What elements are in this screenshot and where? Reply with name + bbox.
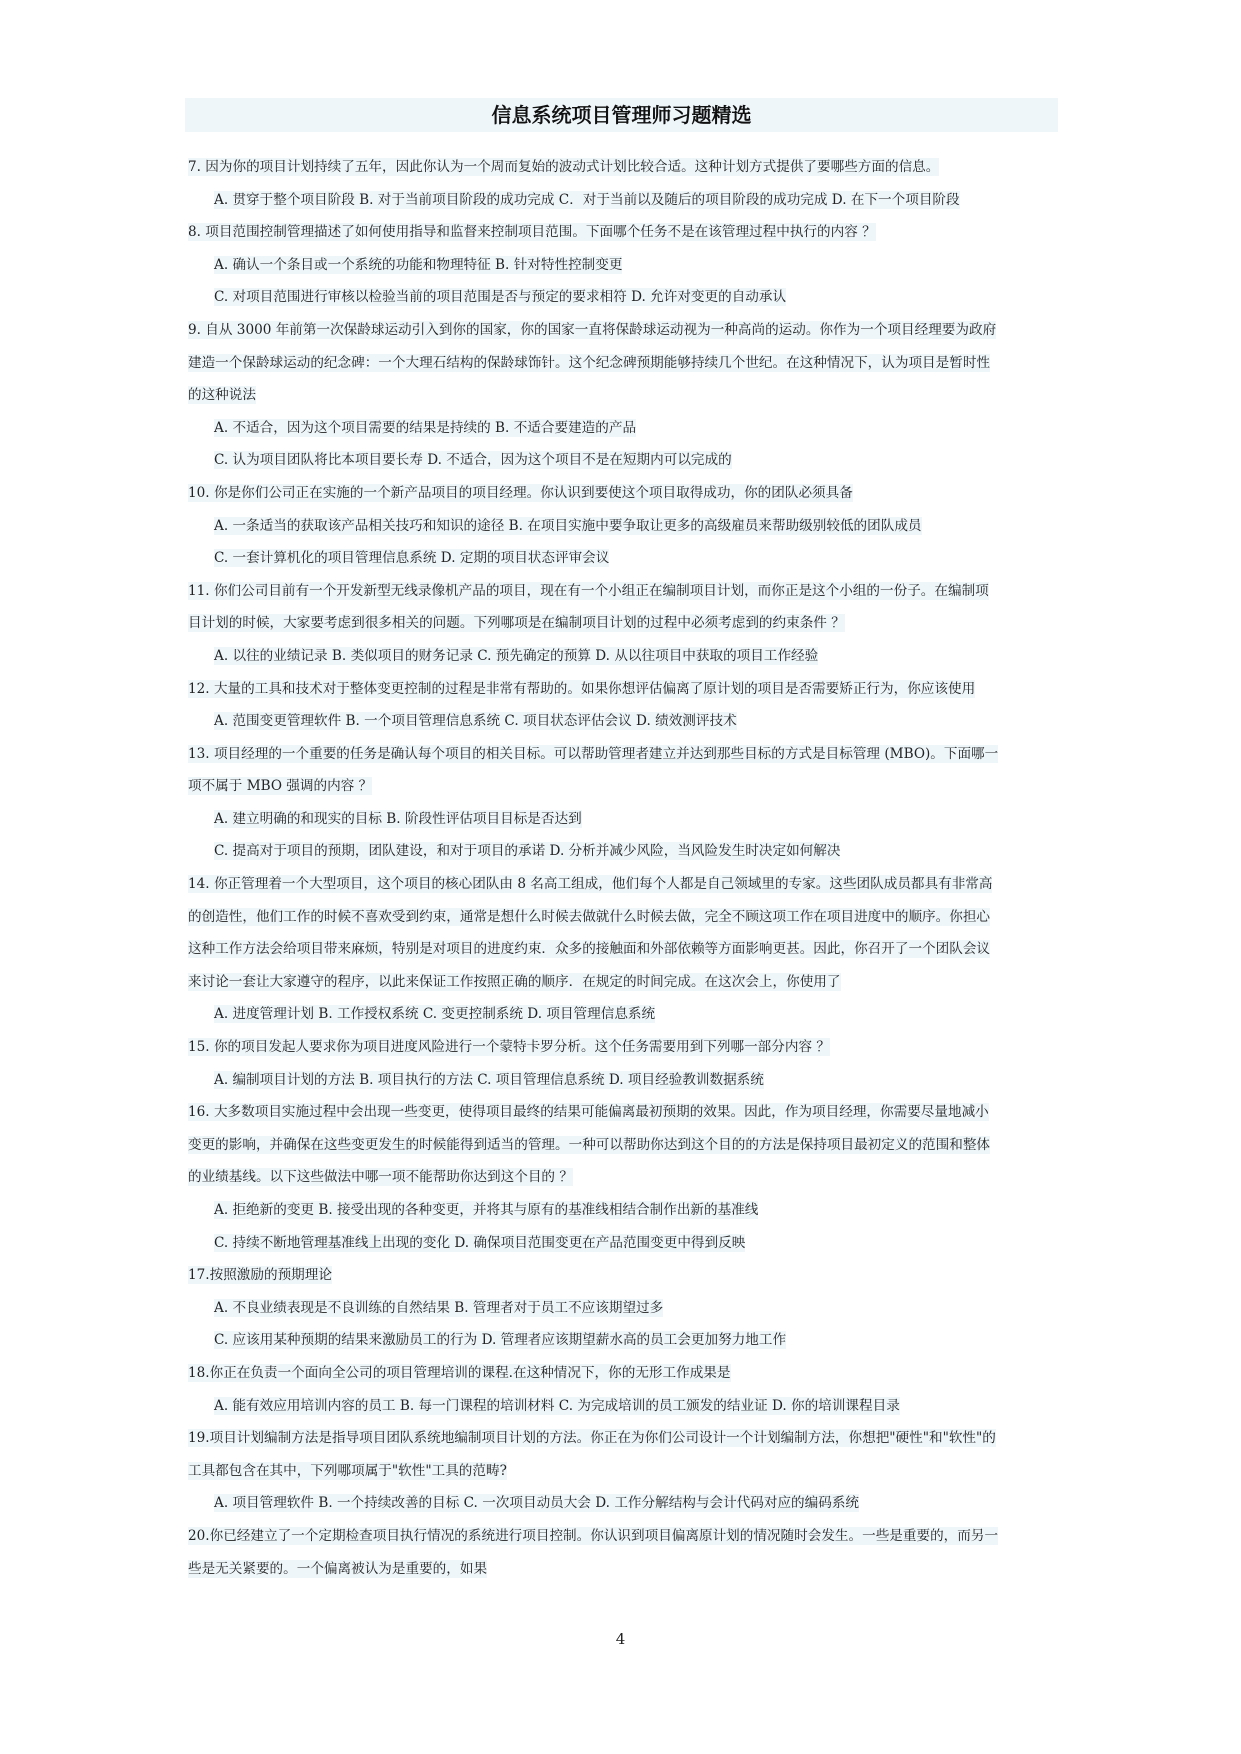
line-text: A. 拒绝新的变更 B. 接受出现的各种变更，并将其与原有的基准线相结合制作出新的基准线 xyxy=(214,1202,759,1218)
page-title: 信息系统项目管理师习题精选 xyxy=(185,98,1058,132)
line-text: C. 提高对于项目的预期，团队建设，和对于项目的承诺 D. 分析并减少风险，当风险发生时决定如何解决 xyxy=(214,843,841,860)
answer-options-line xyxy=(188,1390,1058,1423)
question-text-line xyxy=(188,673,1058,706)
line-text: A. 建立明确的和现实的目标 B. 阶段性评估项目目标是否达到 xyxy=(214,810,582,827)
question-text-line xyxy=(188,1129,1058,1162)
line-text: 工具都包含在其中，下列哪项属于"软性"工具的范畴? xyxy=(188,1462,507,1479)
answer-options-line xyxy=(188,184,1058,217)
line-text: A. 不良业绩表现是不良训练的自然结果 B. 管理者对于员工不应该期望过多 xyxy=(214,1299,664,1316)
answer-options-line xyxy=(188,281,1058,314)
question-text-line xyxy=(188,1520,1058,1553)
answer-options-line xyxy=(188,1292,1058,1325)
document-body xyxy=(188,151,1058,1585)
line-text: 建造一个保龄球运动的纪念碑：一个大理石结构的保龄球饰针。这个纪念碑预期能够持续几个世纪。在这种情况下，认为项目是暂时性 xyxy=(188,354,991,371)
line-text: A. 确认一个条目或一个系统的功能和物理特征 B. 针对特性控制变更 xyxy=(214,256,623,273)
question-text-line xyxy=(188,1357,1058,1390)
line-text: 11. 你们公司目前有一个开发新型无线录像机产品的项目，现在有一个小组正在编制项目计划，而你正是这个小组的一份子。在编制项 xyxy=(188,582,989,599)
answer-options-line xyxy=(188,249,1058,282)
line-text: 变更的影响，并确保在这些变更发生的时候能得到适当的管理。一种可以帮助你达到这个目的的方法是保持项目最初定义的范围和整体 xyxy=(188,1136,991,1153)
line-text: 的这种说法 xyxy=(188,387,256,404)
question-text-line xyxy=(188,216,1058,249)
line-text: 16. 大多数项目实施过程中会出现一些变更，使得项目最终的结果可能偏离最初预期的效果。因此，作为项目经理，你需要尽量地减小 xyxy=(188,1104,989,1121)
answer-options-line xyxy=(188,1227,1058,1260)
line-text: 15. 你的项目发起人要求你为项目进度风险进行一个蒙特卡罗分析。这个任务需要用到下列哪一部分内容 ？ xyxy=(188,1039,830,1056)
question-text-line xyxy=(188,1553,1058,1586)
answer-options-line xyxy=(188,835,1058,868)
question-text-line xyxy=(188,477,1058,510)
line-text: C. 对项目范围进行审核以检验当前的项目范围是否与预定的要求相符 D. 允许对变更的自动承认 xyxy=(214,289,787,306)
answer-options-line xyxy=(188,998,1058,1031)
question-text-line xyxy=(188,347,1058,380)
line-text: 10. 你是你们公司正在实施的一个新产品项目的项目经理。你认识到要使这个项目取得成功，你的团队必须具备 xyxy=(188,484,853,501)
question-text-line xyxy=(188,314,1058,347)
question-text-line xyxy=(188,607,1058,640)
question-text-line xyxy=(188,1031,1058,1064)
line-text: 目计划的时候，大家要考虑到很多相关的问题。下列哪项是在编制项目计划的过程中必须考虑到的约束条件 ？ xyxy=(188,615,845,632)
line-text: 9. 自从 3000 年前第一次保龄球运动引入到你的国家，你的国家一直将保龄球运动视为一种高尚的运动。你作为一个项目经理要为政府 xyxy=(188,321,997,338)
line-text: A. 进度管理计划 B. 工作授权系统 C. 变更控制系统 D. 项目管理信息系统 xyxy=(214,1006,656,1023)
answer-options-line xyxy=(188,1194,1058,1227)
question-text-line xyxy=(188,738,1058,771)
line-text: 这种工作方法会给项目带来麻烦，特别是对项目的进度约束．众多的接触面和外部依赖等方面影响更甚。因此，你召开了一个团队会议 xyxy=(188,941,991,958)
answer-options-line xyxy=(188,640,1058,673)
line-text: A. 项目管理软件 B. 一个持续改善的目标 C. 一次项目动员大会 D. 工作分解结构与会计代码对应的编码系统 xyxy=(214,1495,860,1512)
line-text: 的业绩基线。以下这些做法中哪一项不能帮助你达到这个目的 ？ xyxy=(188,1169,573,1186)
line-text: 20.你已经建立了一个定期检查项目执行情况的系统进行项目控制。你认识到项目偏离原计划的情况随时会发生。一些是重要的，而另一 xyxy=(188,1527,999,1544)
answer-options-line xyxy=(188,510,1058,543)
line-text: A. 以往的业绩记录 B. 类似项目的财务记录 C. 预先确定的预算 D. 从以往项目中获取的项目工作经验 xyxy=(214,647,819,664)
question-text-line xyxy=(188,1422,1058,1455)
question-text-line xyxy=(188,1096,1058,1129)
question-text-line xyxy=(188,379,1058,412)
answer-options-line xyxy=(188,1324,1058,1357)
question-text-line xyxy=(188,868,1058,901)
question-text-line xyxy=(188,770,1058,803)
question-text-line xyxy=(188,933,1058,966)
line-text: A. 能有效应用培训内容的员工 B. 每一门课程的培训材料 C. 为完成培训的员工颁发的结业证 D. 你的培训课程目录 xyxy=(214,1397,900,1414)
line-text: A. 一条适当的获取该产品相关技巧和知识的途径 B. 在项目实施中要争取让更多的高级雇员来帮助级别较低的团队成员 xyxy=(214,517,922,534)
line-text: 些是无关紧要的。一个偏离被认为是重要的，如果 xyxy=(188,1560,488,1577)
line-text: 18.你正在负责一个面向全公司的项目管理培训的课程.在这种情况下，你的无形工作成果是 xyxy=(188,1364,731,1381)
answer-options-line xyxy=(188,444,1058,477)
line-text: A. 编制项目计划的方法 B. 项目执行的方法 C. 项目管理信息系统 D. 项目经验教训数据系统 xyxy=(214,1071,764,1088)
line-text: 来讨论一套让大家遵守的程序，以此来保证工作按照正确的顺序．在规定的时间完成。在这次会上，你使用了 xyxy=(188,973,841,990)
line-text: 19.项目计划编制方法是指导项目团队系统地编制项目计划的方法。你正在为你们公司设计一个计划编制方法，你想把"硬性"和"软性"的 xyxy=(188,1430,996,1447)
page-number: 4 xyxy=(615,1630,626,1648)
answer-options-line xyxy=(188,1064,1058,1097)
question-text-line xyxy=(188,901,1058,934)
answer-options-line xyxy=(188,1487,1058,1520)
line-text: 14. 你正管理着一个大型项目，这个项目的核心团队由 8 名高工组成，他们每个人都是自己领域里的专家。这些团队成员都具有非常高 xyxy=(188,876,993,893)
line-text: 13. 项目经理的一个重要的任务是确认每个项目的相关目标。可以帮助管理者建立并达到那些目标的方式是目标管理 (MBO)。下面哪一 xyxy=(188,745,999,762)
question-text-line xyxy=(188,1259,1058,1292)
question-text-line xyxy=(188,1161,1058,1194)
answer-options-line xyxy=(188,705,1058,738)
answer-options-line xyxy=(188,542,1058,575)
line-text: C. 持续不断地管理基准线上出现的变化 D. 确保项目范围变更在产品范围变更中得到反映 xyxy=(214,1234,746,1251)
line-text: 7. 因为你的项目计划持续了五年，因此你认为一个周而复始的波动式计划比较合适。这种计划方式提供了要哪些方面的信息。 xyxy=(188,159,940,175)
line-text: 17.按照激励的预期理论 xyxy=(188,1267,332,1284)
answer-options-line xyxy=(188,412,1058,445)
line-text: A. 范围变更管理软件 B. 一个项目管理信息系统 C. 项目状态评估会议 D. 绩效测评技术 xyxy=(214,713,737,730)
line-text: 项不属于 MBO 强调的内容 ？ xyxy=(188,778,373,795)
answer-options-line xyxy=(188,803,1058,836)
question-text-line xyxy=(188,151,1058,184)
line-text: 12. 大量的工具和技术对于整体变更控制的过程是非常有帮助的。如果你想评估偏离了原计划的项目是否需要矫正行为，你应该使用 xyxy=(188,680,976,697)
line-text: C. 应该用某种预期的结果来激励员工的行为 D. 管理者应该期望薪水高的员工会更加努力地工作 xyxy=(214,1332,787,1349)
line-text: C. 认为项目团队将比本项目要长寿 D. 不适合，因为这个项目不是在短期内可以完成的 xyxy=(214,452,732,469)
line-text: A. 不适合，因为这个项目需要的结果是持续的 B. 不适合要建造的产品 xyxy=(214,419,637,436)
question-text-line xyxy=(188,1455,1058,1488)
line-text: C. 一套计算机化的项目管理信息系统 D. 定期的项目状态评审会议 xyxy=(214,550,610,567)
line-text: 8. 项目范围控制管理描述了如何使用指导和监督来控制项目范围。下面哪个任务不是在该管理过程中执行的内容 ？ xyxy=(188,224,876,241)
line-text: 的创造性，他们工作的时候不喜欢受到约束，通常是想什么时候去做就什么时候去做，完全不顾这项工作在项目进度中的顺序。你担心 xyxy=(188,908,991,925)
question-text-line xyxy=(188,575,1058,608)
line-text: A. 贯穿于整个项目阶段 B. 对于当前项目阶段的成功完成 C．对于当前以及随后的项目阶段的成功完成 D. 在下一个项目阶段 xyxy=(214,191,960,208)
question-text-line xyxy=(188,966,1058,999)
